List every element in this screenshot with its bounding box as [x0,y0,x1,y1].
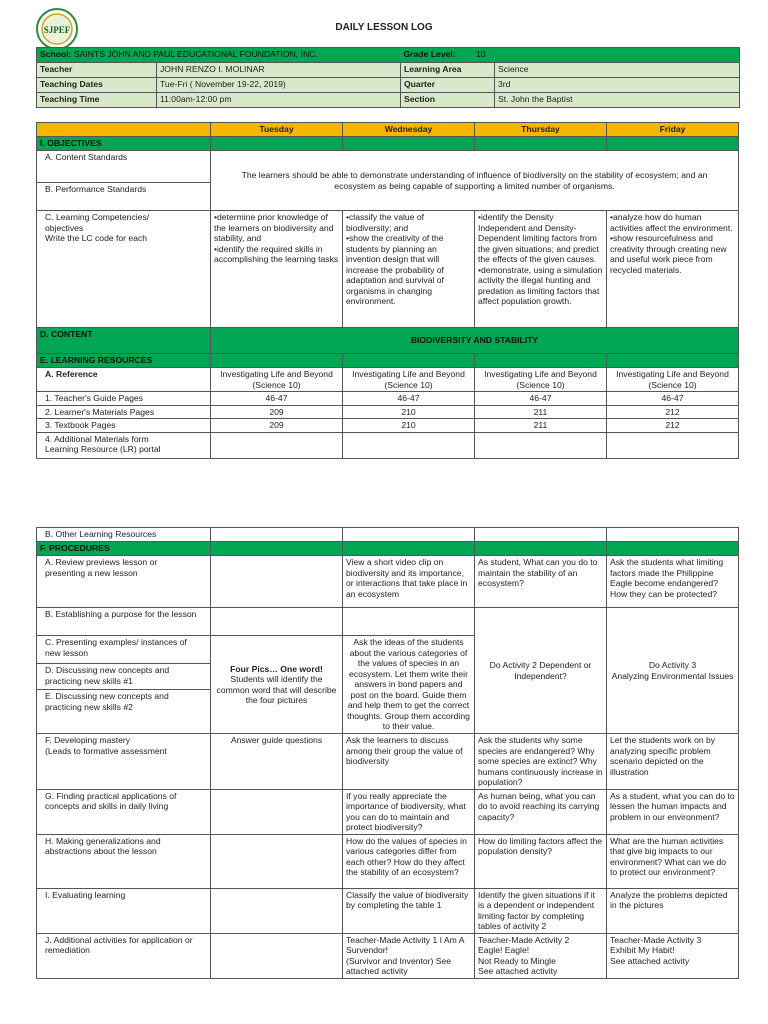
proc-a-tuesday [211,556,343,608]
learning-resources-heading: E. LEARNING RESOURCES [37,354,211,368]
learning-area-label: Learning Area [401,63,495,78]
lesson-table-part1 [36,122,739,459]
proc-cde-thursday: Do Activity 2 Dependent or Independent? [475,608,607,734]
teaching-dates-value: Tue-Fri ( November 19-22, 2019) [157,78,401,93]
four-pics-title: Four Pics… One word! [230,663,323,674]
objectives-heading: I. OBJECTIVES [37,137,211,151]
reference-wednesday: Investigating Life and Beyond (Science 10) [343,368,475,392]
proc-i-label: I. Evaluating learning [37,888,211,933]
proc-g-label: G. Finding practical applications of concepts and skills in daily living [37,789,211,834]
performance-standards-label: B. Performance Standards [37,183,211,211]
proc-g-wednesday: If you really appreciate the importance of biodiversity, what you can do to maintain and protect biodiversity? [343,789,475,834]
tb-friday: 212 [607,419,739,433]
reference-friday: Investigating Life and Beyond (Science 10) [607,368,739,392]
day-header-friday: Friday [607,123,739,137]
day-header-wednesday: Wednesday [343,123,475,137]
quarter-value: 3rd [495,78,740,93]
proc-a-label: A. Review previews lesson or presenting a new lesson [37,556,211,608]
proc-f-thursday: Ask the students why some species are endangered? Why some species are extinct? Why humans continuously increase in population? [475,734,607,790]
proc-h-thursday: How do limiting factors affect the population density? [475,834,607,888]
tg-tuesday: 46-47 [211,392,343,406]
lm-thursday: 211 [475,405,607,419]
learning-area-value: Science [495,63,740,78]
proc-g-thursday: As human being, what you can do to avoid reaching its carrying capacity? [475,789,607,834]
proc-j-label: J. Additional activities for application or remediation [37,933,211,978]
teaching-dates-label: Teaching Dates [37,78,157,93]
proc-c-label: C. Presenting examples/ instances of new lesson [37,636,211,664]
lm-wednesday: 210 [343,405,475,419]
content-standards-label: A. Content Standards [37,151,211,183]
tg-friday: 46-47 [607,392,739,406]
school-name: SAINTS JOHN AND PAUL EDUCATIONAL FOUNDATION, INC. [73,49,318,59]
four-pics-text: Students will identify the common word that will describe the four pictures [216,674,337,705]
tg-wednesday: 46-47 [343,392,475,406]
proc-i-friday: Analyze the problems depicted in the pictures [607,888,739,933]
additional-materials-label: 4. Additional Materials form Learning Resource (LR) portal [37,432,211,458]
proc-h-wednesday: How do the values of species in various categories differ from each other? How do they affect the stability of an ecosystem? [343,834,475,888]
page-title: DAILY LESSON LOG [335,22,433,33]
tb-tuesday: 209 [211,419,343,433]
lc-tuesday: •determine prior knowledge of the learners on biodiversity and stability, and •identify the required skills in accomplishing the learning tasks [211,211,343,328]
grade-label: Grade Level: [403,49,456,59]
proc-j-thursday: Teacher-Made Activity 2 Eagle! Eagle! Not Ready to Mingle See attached activity [475,933,607,978]
tg-thursday: 46-47 [475,392,607,406]
proc-f-label: F. Developing mastery (Leads to formative assessment [37,734,211,790]
reference-tuesday: Investigating Life and Beyond (Science 10) [211,368,343,392]
lc-thursday: •identify the Density Independent and Density-Dependent limiting factors from the given situations; and predict the effects of the given causes. •demonstrate, using a simulation activity the illegal hunting and predation as limiting factors that affect population growth. [475,211,607,328]
learning-competencies-label: C. Learning Competencies/ objectives Write the LC code for each [37,211,211,328]
proc-h-friday: What are the human activities that give big impacts to our environment? What can we do to protect our environment? [607,834,739,888]
proc-i-tuesday [211,888,343,933]
proc-j-tuesday [211,933,343,978]
proc-f-tuesday: Answer guide questions [211,734,343,790]
teaching-time-label: Teaching Time [37,93,157,108]
svg-text:SJPEF: SJPEF [43,25,71,35]
day-header-thursday: Thursday [475,123,607,137]
lm-friday: 212 [607,405,739,419]
proc-h-tuesday [211,834,343,888]
proc-i-wednesday: Classify the value of biodiversity by completing the table 1 [343,888,475,933]
reference-label: A. Reference [37,368,211,392]
proc-j-wednesday: Teacher-Made Activity 1 I Am A Survendor! (Survivor and Inventor) See attached activity [343,933,475,978]
school-label: School: [40,49,72,59]
procedures-heading: F. PROCEDURES [37,542,211,556]
standards-text: The learners should be able to demonstrate understanding of influence of biodiversity on the stability of ecosystem; and an ecosystem as being capable of supporting a limited number of organisms. [211,151,739,211]
section-value: St. John the Baptist [495,93,740,108]
proc-a-thursday: As student, What can you do to maintain the stability of an ecosystem? [475,556,607,608]
proc-cde-friday: Do Activity 3 Analyzing Environmental Issues [607,608,739,734]
proc-j-friday: Teacher-Made Activity 3 Exhibit My Habit! See attached activity [607,933,739,978]
lesson-table-part2 [36,527,739,979]
proc-i-thursday: Identify the given situations if it is a dependent or independent limiting factor by completing tables of activity 2 [475,888,607,933]
other-resources-label: B. Other Learning Resources [37,528,211,542]
learners-materials-label: 2. Learner's Materials Pages [37,405,211,419]
proc-d-label: D. Discussing new concepts and practicing new skills #1 [37,664,211,690]
proc-e-label: E. Discussing new concepts and practicing new skills #2 [37,690,211,734]
content-value: BIODIVERSITY AND STABILITY [211,328,739,354]
day-header-tuesday: Tuesday [211,123,343,137]
grade-value: 10 [475,49,486,59]
lc-wednesday: •classify the value of biodiversity; and •show the creativity of the students by planning an invention design that will increase the probability of adaptation and survival of organisms in changing environment. [343,211,475,328]
teacher-label: Teacher [37,63,157,78]
proc-b-label: B. Establishing a purpose for the lesson [37,608,211,636]
teacher-value: JOHN RENZO I. MOLINAR [157,63,401,78]
reference-thursday: Investigating Life and Beyond (Science 10) [475,368,607,392]
tb-thursday: 211 [475,419,607,433]
tb-wednesday: 210 [343,419,475,433]
section-label: Section [401,93,495,108]
teaching-time-value: 11:00am-12:00 pm [157,93,401,108]
lc-friday: •analyze how do human activities affect the environment. •show resourcefulness and creativity through creating new and useful work piece from recycled materials. [607,211,739,328]
proc-h-label: H. Making generalizations and abstractions about the lesson [37,834,211,888]
proc-cde-wednesday: Ask the ideas of the students about the various categories of the values of species in an ecosystem. Let them write their answers in bond papers and post on the board. Guide them and help them to get the correct thoughts. Group them according to their value. [343,636,475,734]
content-heading: D. CONTENT [37,328,211,354]
proc-g-tuesday [211,789,343,834]
proc-f-friday: Let the students work on by analyzing specific problem scenario depicted on the illustration [607,734,739,790]
proc-g-friday: As a student, what you can do to lessen the human impacts and problem in our environment? [607,789,739,834]
info-table [36,47,740,108]
proc-a-friday: Ask the students what limiting factors made the Philippine Eagle become endangered? How they can be protected? [607,556,739,608]
textbook-pages-label: 3. Textbook Pages [37,419,211,433]
proc-a-wednesday: View a short video clip on biodiversity and its importance, or interactions that take place in an ecosystem [343,556,475,608]
day-header-blank [37,123,211,137]
proc-cde-tuesday [211,636,343,734]
quarter-label: Quarter [401,78,495,93]
lm-tuesday: 209 [211,405,343,419]
teachers-guide-label: 1. Teacher's Guide Pages [37,392,211,406]
proc-f-wednesday: Ask the learners to discuss among their group the value of biodiversity [343,734,475,790]
